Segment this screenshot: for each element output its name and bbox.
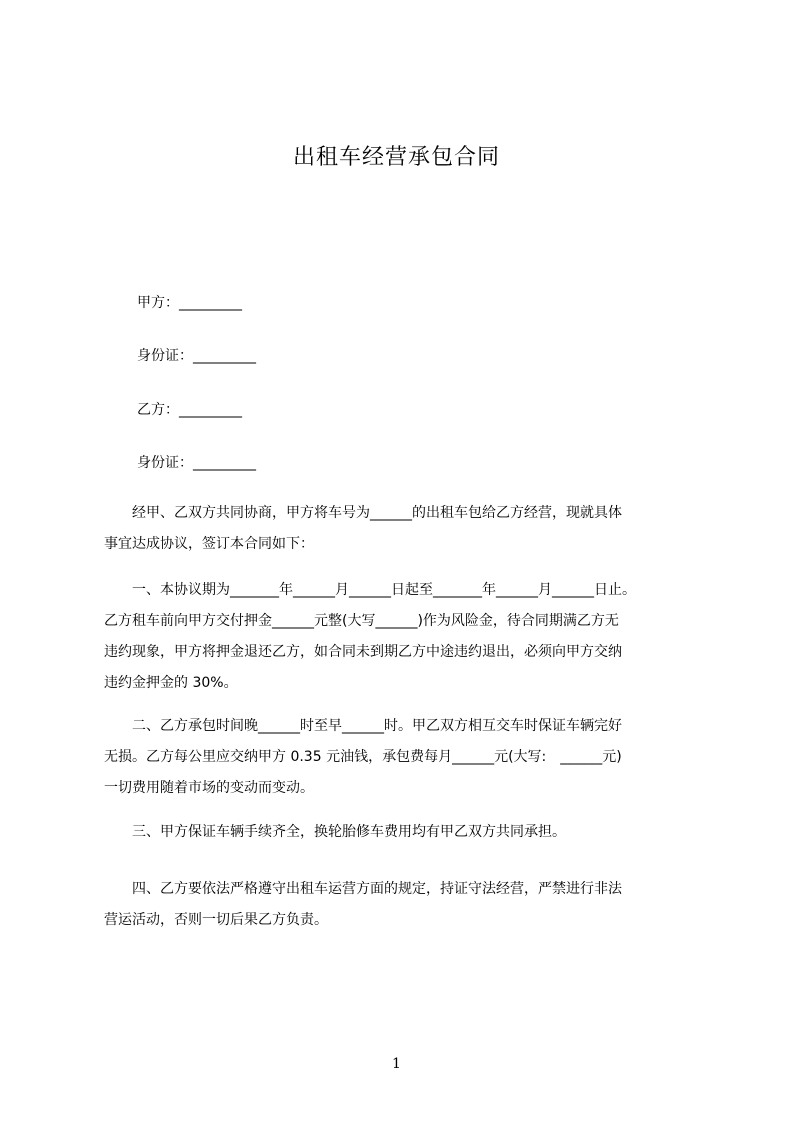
clause-4-paragraph — [104, 874, 704, 936]
intro-line: 事宜达成协议，签订本合同如下： — [104, 536, 314, 552]
clause-1-line: 一、本协议期为_______年______月______日起至_______年______月______日止。 — [104, 582, 636, 598]
clause-2-line: 一切费用随着市场的变动而变动。 — [104, 780, 314, 796]
document-title: 出租车经营承包合同 — [292, 145, 500, 170]
clause-4-line: 四、乙方要依法严格遵守出租车运营方面的规定，持证守法经营，严禁进行非法 — [104, 881, 622, 897]
clause-2-line: 无损。乙方每公里应交纳甲方 0.35 元油钱，承包费每月______元(大写: ______元) — [104, 749, 622, 765]
clause-1-line: 违约金押金的 30%。 — [104, 675, 238, 691]
party-b-field: 乙方：_________ — [137, 402, 242, 418]
party-a-field: 甲方：_________ — [137, 295, 242, 311]
intro-line: 经甲、乙双方共同协商，甲方将车号为______的出租车包给乙方经营，现就具体 — [104, 505, 622, 521]
clause-2-paragraph — [104, 711, 704, 804]
page-number: 1 — [392, 1056, 401, 1072]
clause-1-paragraph — [104, 575, 704, 699]
clause-1-line: 乙方租车前向甲方交付押金______元整(大写______)作为风险金，待合同期满乙方无 — [104, 613, 619, 629]
party-b-id-field: 身份证：_________ — [137, 455, 256, 471]
clause-3-line: 三、甲方保证车辆手续齐全，换轮胎修车费用均有甲乙双方共同承担。 — [104, 824, 566, 840]
clause-3-paragraph — [104, 817, 704, 848]
party-a-id-field: 身份证：_________ — [137, 348, 256, 364]
clause-4-line: 营运活动，否则一切后果乙方负责。 — [104, 912, 328, 928]
clause-2-line: 二、乙方承包时间晚______时至早______时。甲乙双方相互交车时保证车辆完好 — [104, 718, 622, 734]
clause-1-line: 违约现象，甲方将押金退还乙方，如合同未到期乙方中途违约退出，必须向甲方交纳 — [104, 644, 622, 660]
intro-paragraph — [104, 498, 704, 560]
